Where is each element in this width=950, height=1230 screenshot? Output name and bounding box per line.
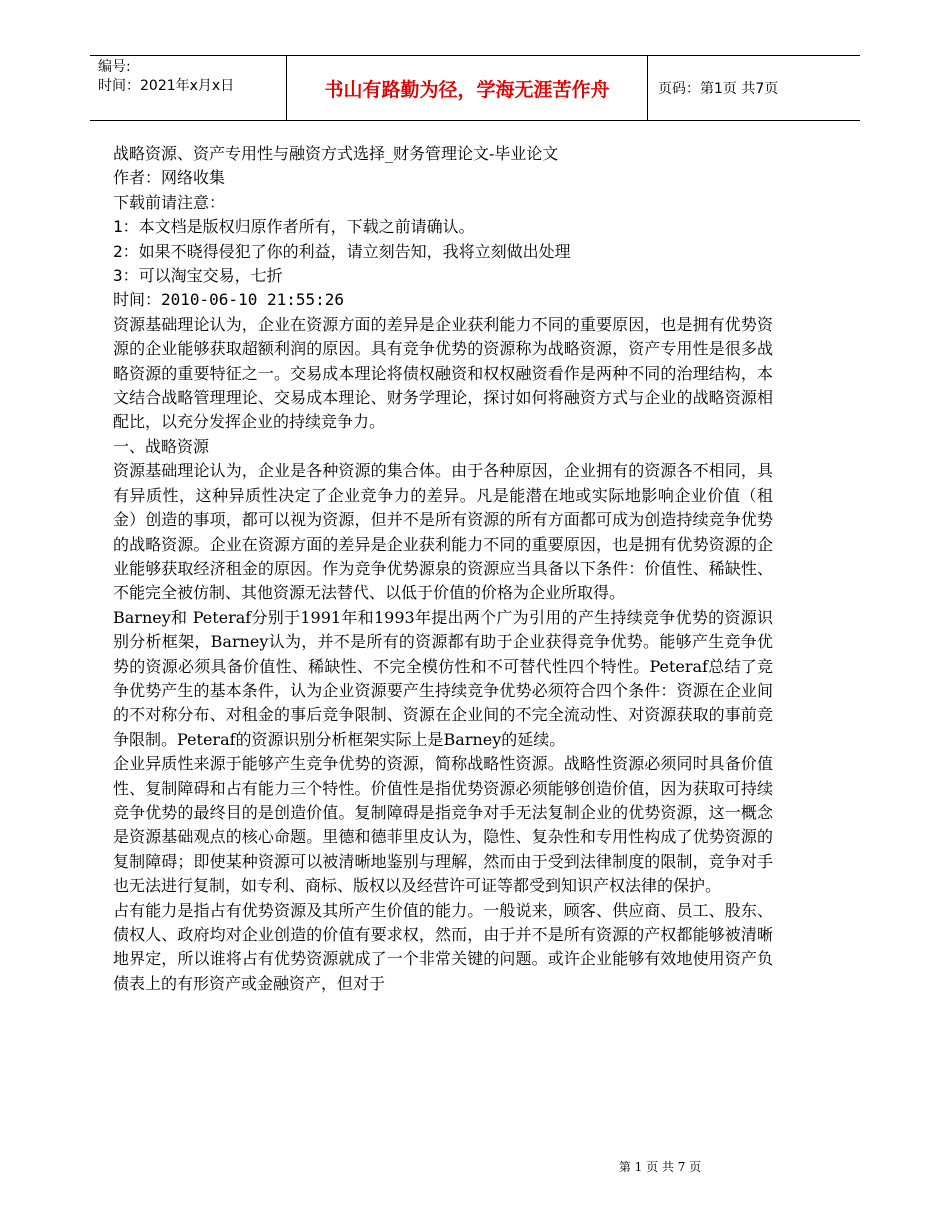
notice-item-1: 1：本文档是版权归原作者所有，下载之前请确认。	[113, 217, 475, 237]
page-header	[90, 55, 860, 121]
paragraph-barney-peteraf: Barney和 Peteraf分别于1991年和1993年提出两个广为引用的产生持续竞争优势的资源识别分析框架，Barney认为，并不是所有的资源都有助于企业获得竞争优势。能够产生竞争优势的资源必须具备价值性、稀缺性、不完全模仿性和不可替代性四个特性。Peteraf总结了竞争优势产生的基本条件，认为企业资源要产生持续竞争优势必须符合四个条件：资源在企业间的不对称分布、对租金的事后竞争限制、资源在企业间的不完全流动性、对资源获取的事前竞争限制。Peteraf的资源识别分析框架实际上是Barney的延续。	[113, 607, 773, 749]
document-body	[113, 142, 773, 996]
download-notice: 下载前请注意：	[113, 192, 226, 212]
page-footer: 第 1 页 共 7 页	[618, 1160, 702, 1174]
header-meta	[90, 56, 286, 120]
paragraph-intro: 资源基础理论认为，企业在资源方面的差异是企业获利能力不同的重要原因，也是拥有优势资源的企业能够获取超额利润的原因。具有竞争优势的资源称为战略资源，资产专用性是很多战略资源的重要特征之一。交易成本理论将债权融资和权权融资看作是两种不同的治理结构，本文结合战略管理理论、交易成本理论、财务学理论，探讨如何将融资方式与企业的战略资源相配比，以充分发挥企业的持续竞争力。	[113, 314, 773, 432]
section-heading-strategic-resources: 一、战略资源	[113, 436, 210, 456]
header-motto: 书山有路勤为径，学海无涯苦作舟	[286, 56, 648, 120]
document-time-label: 时间：2021年x月x日	[98, 78, 235, 94]
notice-item-2: 2：如果不晓得侵犯了你的利益，请立刻告知，我将立刻做出处理	[113, 241, 571, 261]
article-author: 作者：网络收集	[113, 168, 226, 188]
article-time: 时间：2010-06-10 21:55:26	[113, 290, 345, 310]
header-page-number: 页码：第1页 共7页	[658, 81, 779, 97]
paragraph-heterogeneity: 企业异质性来源于能够产生竞争优势的资源，简称战略性资源。战略性资源必须同时具备价值性、复制障碍和占有能力三个特性。价值性是指优势资源必须能够创造价值，因为获取可持续竞争优势的最终目的是创造价值。复制障碍是指竞争对手无法复制企业的优势资源，这一概念是资源基础观点的核心命题。里德和德菲里皮认为，隐性、复杂性和专用性构成了优势资源的复制障碍；即使某种资源可以被清晰地鉴别与理解，然而由于受到法律制度的限制，竞争对手也无法进行复制，如专利、商标、版权以及经营许可证等都受到知识产权法律的保护。	[113, 754, 773, 896]
document-number-label: 编号:	[98, 59, 131, 75]
notice-item-3: 3：可以淘宝交易，七折	[113, 266, 283, 286]
article-title: 战略资源、资产专用性与融资方式选择_财务管理论文-毕业论文	[113, 144, 559, 163]
paragraph-appropriation: 占有能力是指占有优势资源及其所产生价值的能力。一般说来，顾客、供应商、员工、股东、债权人、政府均对企业创造的价值有要求权，然而，由于并不是所有资源的产权都能够被清晰地界定，所以谁将占有优势资源就成了一个非常关键的问题。或许企业能够有效地使用资产负债表上的有形资产或金融资产，但对于	[113, 900, 773, 993]
paragraph-resource-basis: 资源基础理论认为，企业是各种资源的集合体。由于各种原因，企业拥有的资源各不相同，具有异质性，这种异质性决定了企业竞争力的差异。凡是能潜在地或实际地影响企业价值（租金）创造的事项，都可以视为资源，但并不是所有资源的所有方面都可成为创造持续竞争优势的战略资源。企业在资源方面的差异是企业获利能力不同的重要原因，也是拥有优势资源的企业能够获取经济租金的原因。作为竞争优势源泉的资源应当具备以下条件：价值性、稀缺性、不能完全被仿制、其他资源无法替代、以低于价值的价格为企业所取得。	[113, 461, 773, 603]
